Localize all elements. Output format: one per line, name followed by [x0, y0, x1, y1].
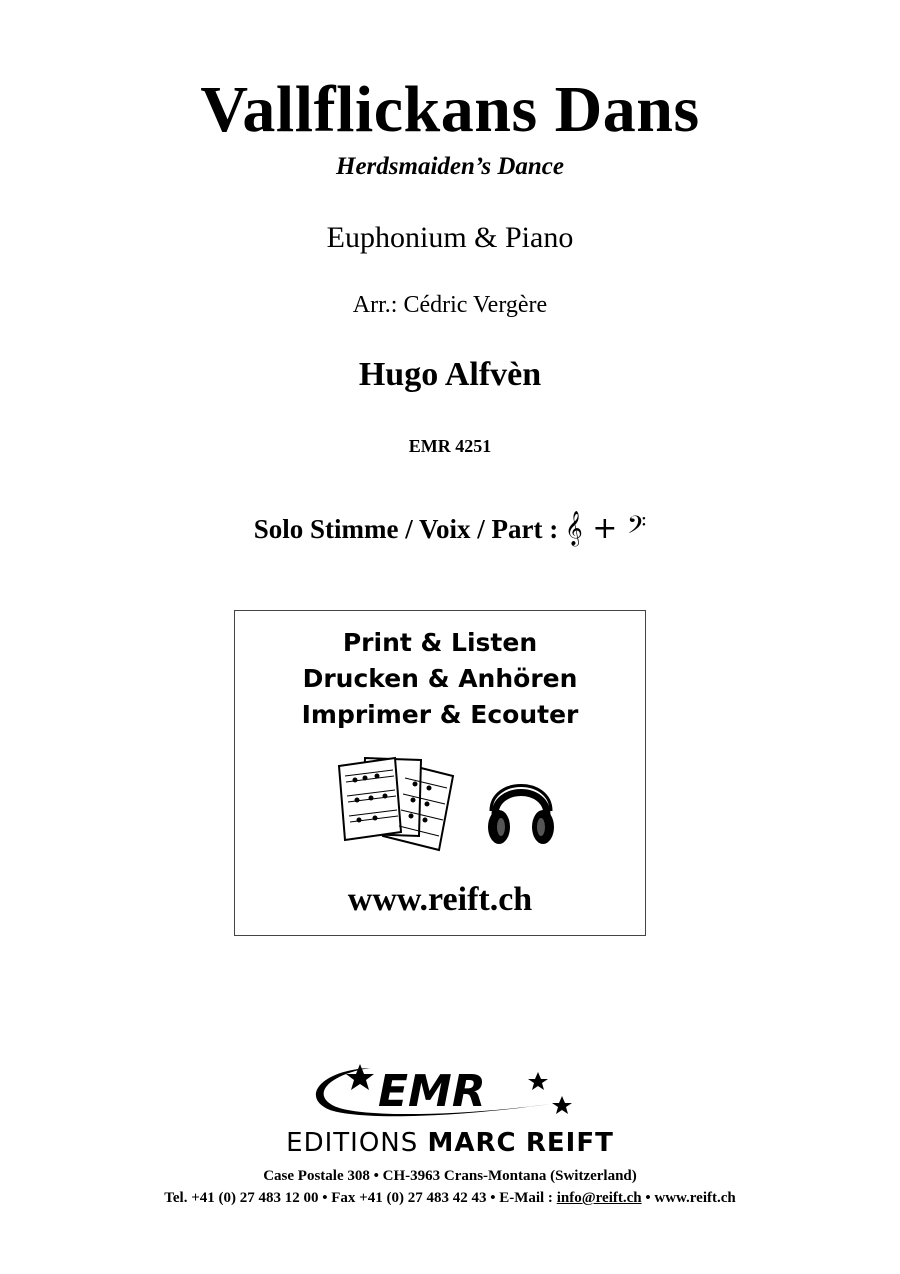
bass-clef-icon: 𝄢 — [626, 511, 647, 546]
publisher-address: Case Postale 308 • CH-3963 Crans-Montana (Switzerland) — [263, 1168, 637, 1184]
publisher-name-marc: MARC — [427, 1128, 517, 1158]
promo-url[interactable]: www.reift.ch — [347, 881, 533, 918]
publisher-name-editions: EDITIONS — [286, 1128, 419, 1158]
svg-text:EMR: EMR — [378, 1066, 486, 1117]
contact-phone-fax: Tel. +41 (0) 27 483 12 00 • Fax +41 (0) 27 483 42 43 • E-Mail : — [164, 1190, 557, 1206]
publisher-name — [0, 1128, 900, 1158]
print-listen-box — [234, 610, 646, 936]
contact-website[interactable]: • www.reift.ch — [641, 1190, 736, 1206]
plus-sign: + — [592, 511, 618, 546]
title: Vallflickans Dans — [200, 73, 700, 146]
subtitle: Herdsmaiden’s Dance — [336, 153, 564, 180]
arranger: Arr.: Cédric Vergère — [352, 292, 548, 318]
treble-clef-icon: 𝄞 — [564, 511, 583, 546]
promo-line-de: Drucken & Anhören — [302, 664, 578, 693]
email-link[interactable]: info@reift.ch — [556, 1190, 642, 1206]
publisher-contact — [0, 1190, 900, 1207]
part-label: Solo Stimme / Voix / Part : — [253, 514, 559, 544]
catalog-number: EMR 4251 — [408, 436, 492, 456]
promo-line-en: Print & Listen — [342, 628, 538, 657]
instrumentation: Euphonium & Piano — [326, 221, 574, 254]
headphones-icon — [485, 771, 557, 847]
emr-logo — [300, 1058, 580, 1128]
publisher-name-reift: REIFT — [525, 1128, 614, 1158]
promo-line-fr: Imprimer & Ecouter — [301, 700, 579, 729]
composer: Hugo Alfvèn — [358, 356, 542, 393]
part-line — [0, 511, 900, 546]
sheet-music-icon — [335, 754, 465, 854]
